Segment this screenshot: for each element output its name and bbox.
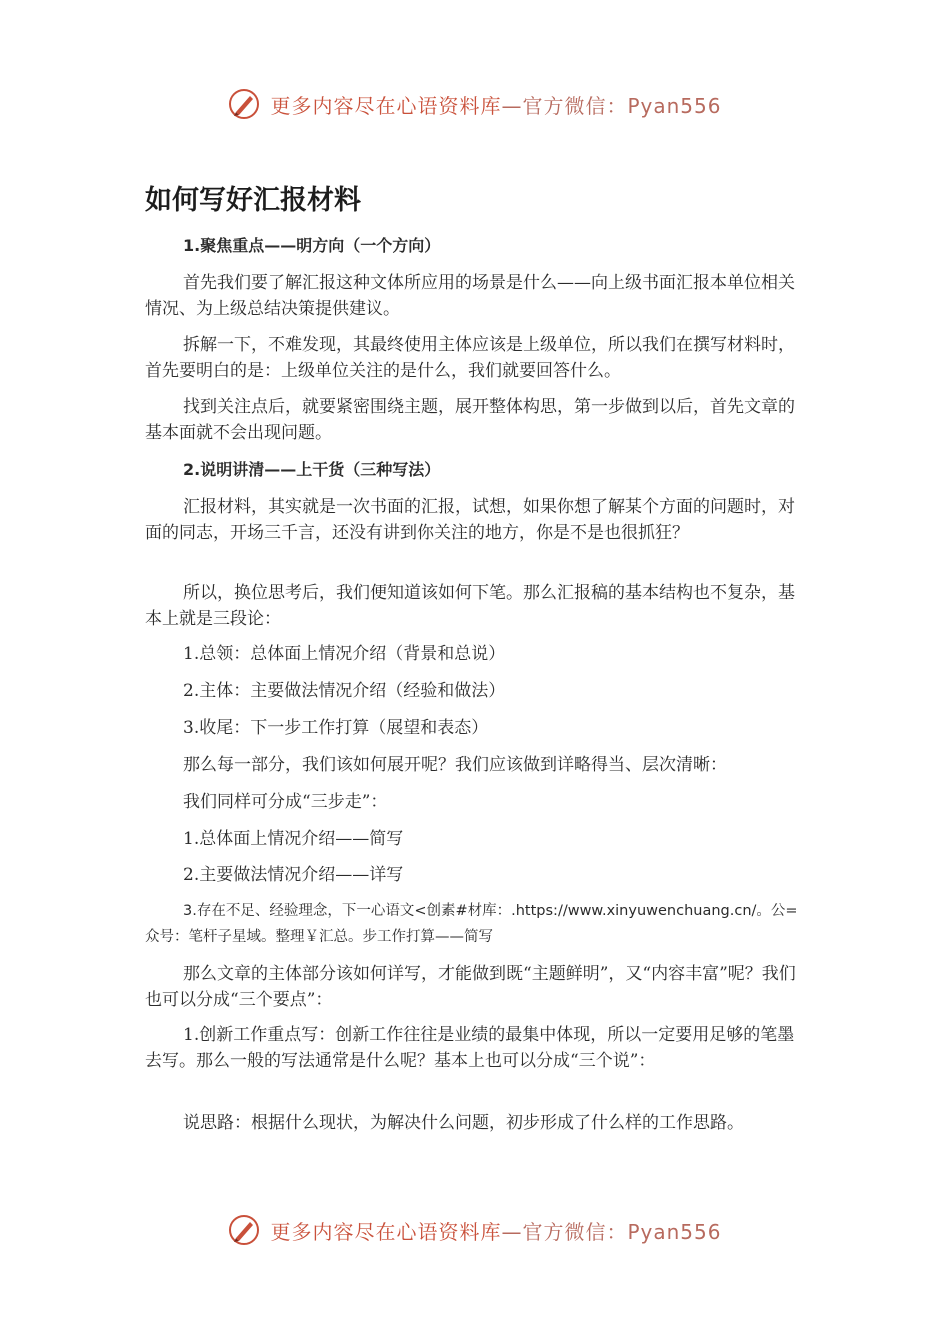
paragraph: 找到关注点后，就要紧密围绕主题，展开整体构思，第一步做到以后，首先文章的基本面就不会出现问题。 [145,397,795,443]
paragraph: 所以，换位思考后，我们便知道该如何下笔。那么汇报稿的基本结构也不复杂，基本上就是三段论： [145,583,795,629]
list-item: 3.收尾：下一步工作打算（展望和表态） [183,718,489,738]
paragraph: 汇报材料，其实就是一次书面的汇报，试想，如果你想了解某个方面的问题时，对面的同志，开场三千言，还没有讲到你关注的地方，你是不是也很抓狂？ [145,497,795,543]
paragraph: 那么每一部分，我们该如何展开呢？我们应该做到详略得当、层次清晰： [183,755,727,775]
paragraph: 说思路：根据什么现状，为解决什么问题，初步形成了什么样的工作思路。 [183,1113,744,1133]
paragraph: 首先我们要了解汇报这种文体所应用的场景是什么——向上级书面汇报本单位相关情况、为上级总结决策提供建议。 [145,273,795,319]
paragraph: 那么文章的主体部分该如何详写，才能做到既“主题鲜明”，又“内容丰富”呢？我们也可以分成“三个要点”： [145,964,796,1010]
list-item: 2.主体：主要做法情况介绍（经验和做法） [183,681,506,701]
header-banner-text: 更多内容尽在心语资料库—官方微信：Pyan556 [270,93,722,118]
list-item: 2.主要做法情况介绍——详写 [183,865,404,885]
footer-banner [0,1210,950,1250]
list-item: 1.总领：总体面上情况介绍（背景和总说） [183,644,506,664]
pen-logo-icon [228,88,260,120]
pen-logo-icon [228,1214,260,1246]
paragraph: 拆解一下，不难发现，其最终使用主体应该是上级单位，所以我们在撰写材料时，首先要明白的是：上级单位关注的是什么，我们就要回答什么。 [145,335,795,381]
section-1-heading: 1.聚焦重点——明方向（一个方向） [183,236,441,255]
document-title: 如何写好汇报材料 [145,185,361,216]
paragraph: 我们同样可分成“三步走”： [183,792,388,812]
section-2-heading: 2.说明讲清——上干货（三种写法） [183,460,441,479]
list-item: 1.总体面上情况介绍——简写 [183,829,404,849]
paragraph-watermark-mixed: 3.存在不足、经验理念，下一心语文<创素#材库：.https://www.xinyuwenchuang.cn/。公=众号：笔杆子星域。整理￥汇总。步工作打算——简写 [145,903,798,945]
footer-banner-text: 更多内容尽在心语资料库—官方微信：Pyan556 [270,1219,722,1244]
paragraph: 1.创新工作重点写：创新工作往往是业绩的最集中体现，所以一定要用足够的笔墨去写。那么一般的写法通常是什么呢？基本上也可以分成“三个说”： [145,1025,795,1071]
header-banner [0,84,950,124]
